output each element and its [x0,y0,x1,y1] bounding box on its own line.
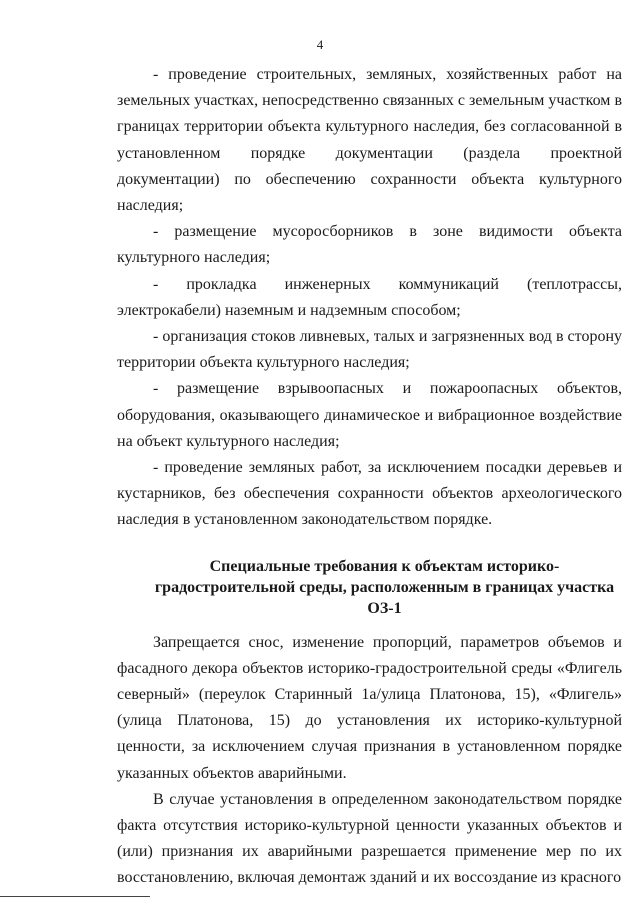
list-item-earthworks: - проведение земляных работ, за исключением посадки деревьев и кустарников, без обеспечения сохранности объектов археологического наследия в установленном законодательством порядке. [117,459,622,529]
paragraph-restoration: В случае установления в определенном законодательством порядке факта отсутствия историко-культурной ценности указанных объектов и (или) признания их аварийными разрешается применение мер по их восстановлению, включая демонтаж зданий и их воссоздание из красного [117,790,622,887]
list-item-hazardous-objects: - размещение взрывоопасных и пожароопасных объектов, оборудования, оказывающего динамическое и вибрационное воздействие на объект культурного наследия; [117,380,622,450]
paragraph-demolition-ban: Запрещается снос, изменение пропорций, параметров объемов и фасадного декора объектов историко-градостроительной среды «Флигель северный» (переулок Старинный 1а/улица Платонова, 15), «Флигель» (улица Платонова, 15) до установления их историко-культурной ценности, за исключением случая признания в установленном порядке указанных объектов аварийными. [117,633,622,782]
list-item-utilities: - прокладка инженерных коммуникаций (теплотрассы, электрокабели) наземным и надземным способом; [117,275,622,319]
section-heading: Специальные требования к объектам историко-градостроительной среды, расположенным в границах участка ОЗ-1 [154,557,615,617]
document-body [117,62,622,892]
footnote-separator [0,896,150,897]
list-item-garbage-bins: - размещение мусоросборников в зоне видимости объекта культурного наследия; [117,223,622,267]
list-item-drainage: - организация стоков ливневых, талых и загрязненных вод в сторону территории объекта культурного наследия; [117,328,622,372]
list-item-construction-works: - проведение строительных, земляных, хозяйственных работ на земельных участках, непосредственно связанных с земельным участком в границах территории объекта культурного наследия, без согласованной в установленном порядке документации (раздела проектной документации) по обеспечению сохранности объекта культурного наследия; [117,66,622,215]
page-number: 4 [316,37,324,52]
